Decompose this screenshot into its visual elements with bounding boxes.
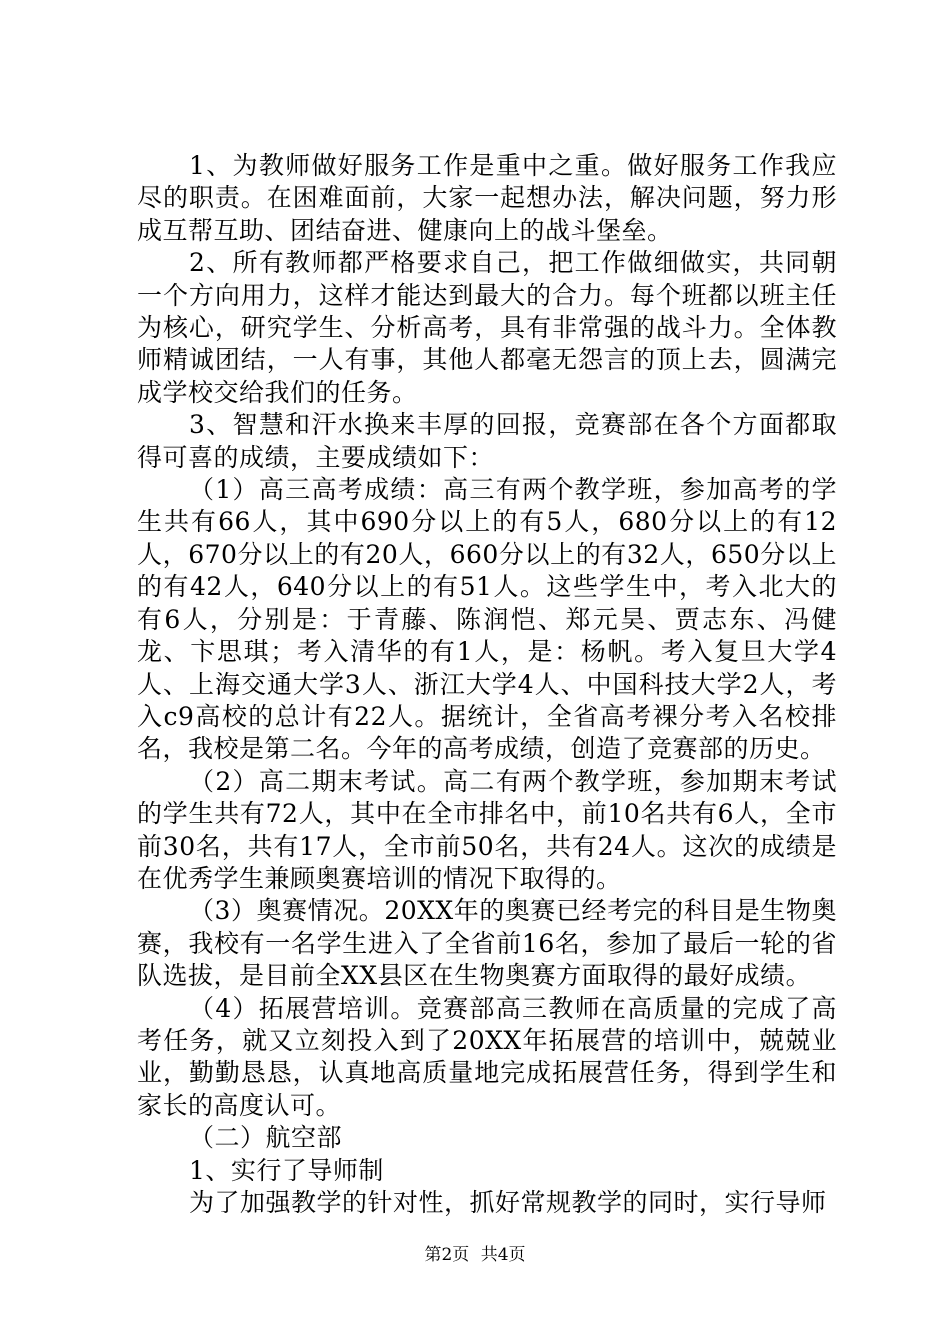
paragraph-service: 1、为教师做好服务工作是重中之重。做好服务工作我应尽的职责。在困难面前，大家一起想办法，解决问题，努力形成互帮互助、团结奋进、健康向上的战斗堡垒。: [137, 151, 837, 245]
paragraph-camp-training: （4）拓展营培训。竞赛部高三教师在高质量的完成了高考任务，就又立刻投入到了20XX年拓展营的培训中，兢兢业业，勤勤恳恳，认真地高质量地完成拓展营任务，得到学生和家长的高度认可。: [137, 993, 837, 1120]
paragraph-teamwork: 2、所有教师都严格要求自己，把工作做细做实，共同朝一个方向用力，这样才能达到最大的合力。每个班都以班主任为核心，研究学生、分析高考，具有非常强的战斗力。全体教师精诚团结，一人有事，其他人都毫无怨言的顶上去，圆满完成学校交给我们的任务。: [137, 248, 837, 407]
document-body: [137, 150, 837, 1219]
paragraph-gaokao-results: （1）高三高考成绩：高三有两个教学班，参加高考的学生共有66人，其中690分以上的有5人，680分以上的有12人，670分以上的有20人，660分以上的有32人，650分以上的有42人，640分以上的有51人。这些学生中，考入北大的有6人，分别是：于青藤、陈润恺、郑元昊、贾志东、冯健龙、卞思琪；考入清华的有1人，是：杨帆。考入复旦大学4人、上海交通大学3人、浙江大学4人、中国科技大学2人，考入c9高校的总计有22人。据统计，全省高考裸分考入名校排名，我校是第二名。今年的高考成绩，创造了竞赛部的历史。: [137, 475, 837, 764]
section-heading-aviation: （二）航空部: [189, 1123, 343, 1153]
paragraph-olympiad: （3）奥赛情况。20XX年的奥赛已经考完的科目是生物奥赛，我校有一名学生进入了全省前16名，参加了最后一轮的省队选拔，是目前全XX县区在生物奥赛方面取得的最好成绩。: [137, 896, 837, 991]
paragraph-results-intro: 3、智慧和汗水换来丰厚的回报，竞赛部在各个方面都取得可喜的成绩，主要成绩如下：: [137, 410, 837, 472]
paragraph-final-exam: （2）高二期末考试。高二有两个教学班，参加期末考试的学生共有72人，其中在全市排名中，前10名共有6人，全市前30名，共有17人，全市前50名，共有24人。这次的成绩是在优秀学生兼顾奥赛培训的情况下取得的。: [137, 766, 837, 893]
page-total: 共4页: [480, 1245, 526, 1265]
paragraph-mentor-intro: 为了加强教学的针对性，抓好常规教学的同时，实行导师: [189, 1188, 827, 1217]
page-number: 第2页: [424, 1245, 470, 1265]
page-footer: [0, 1245, 950, 1265]
subheading-mentor-system: 1、实行了导师制: [189, 1155, 384, 1185]
